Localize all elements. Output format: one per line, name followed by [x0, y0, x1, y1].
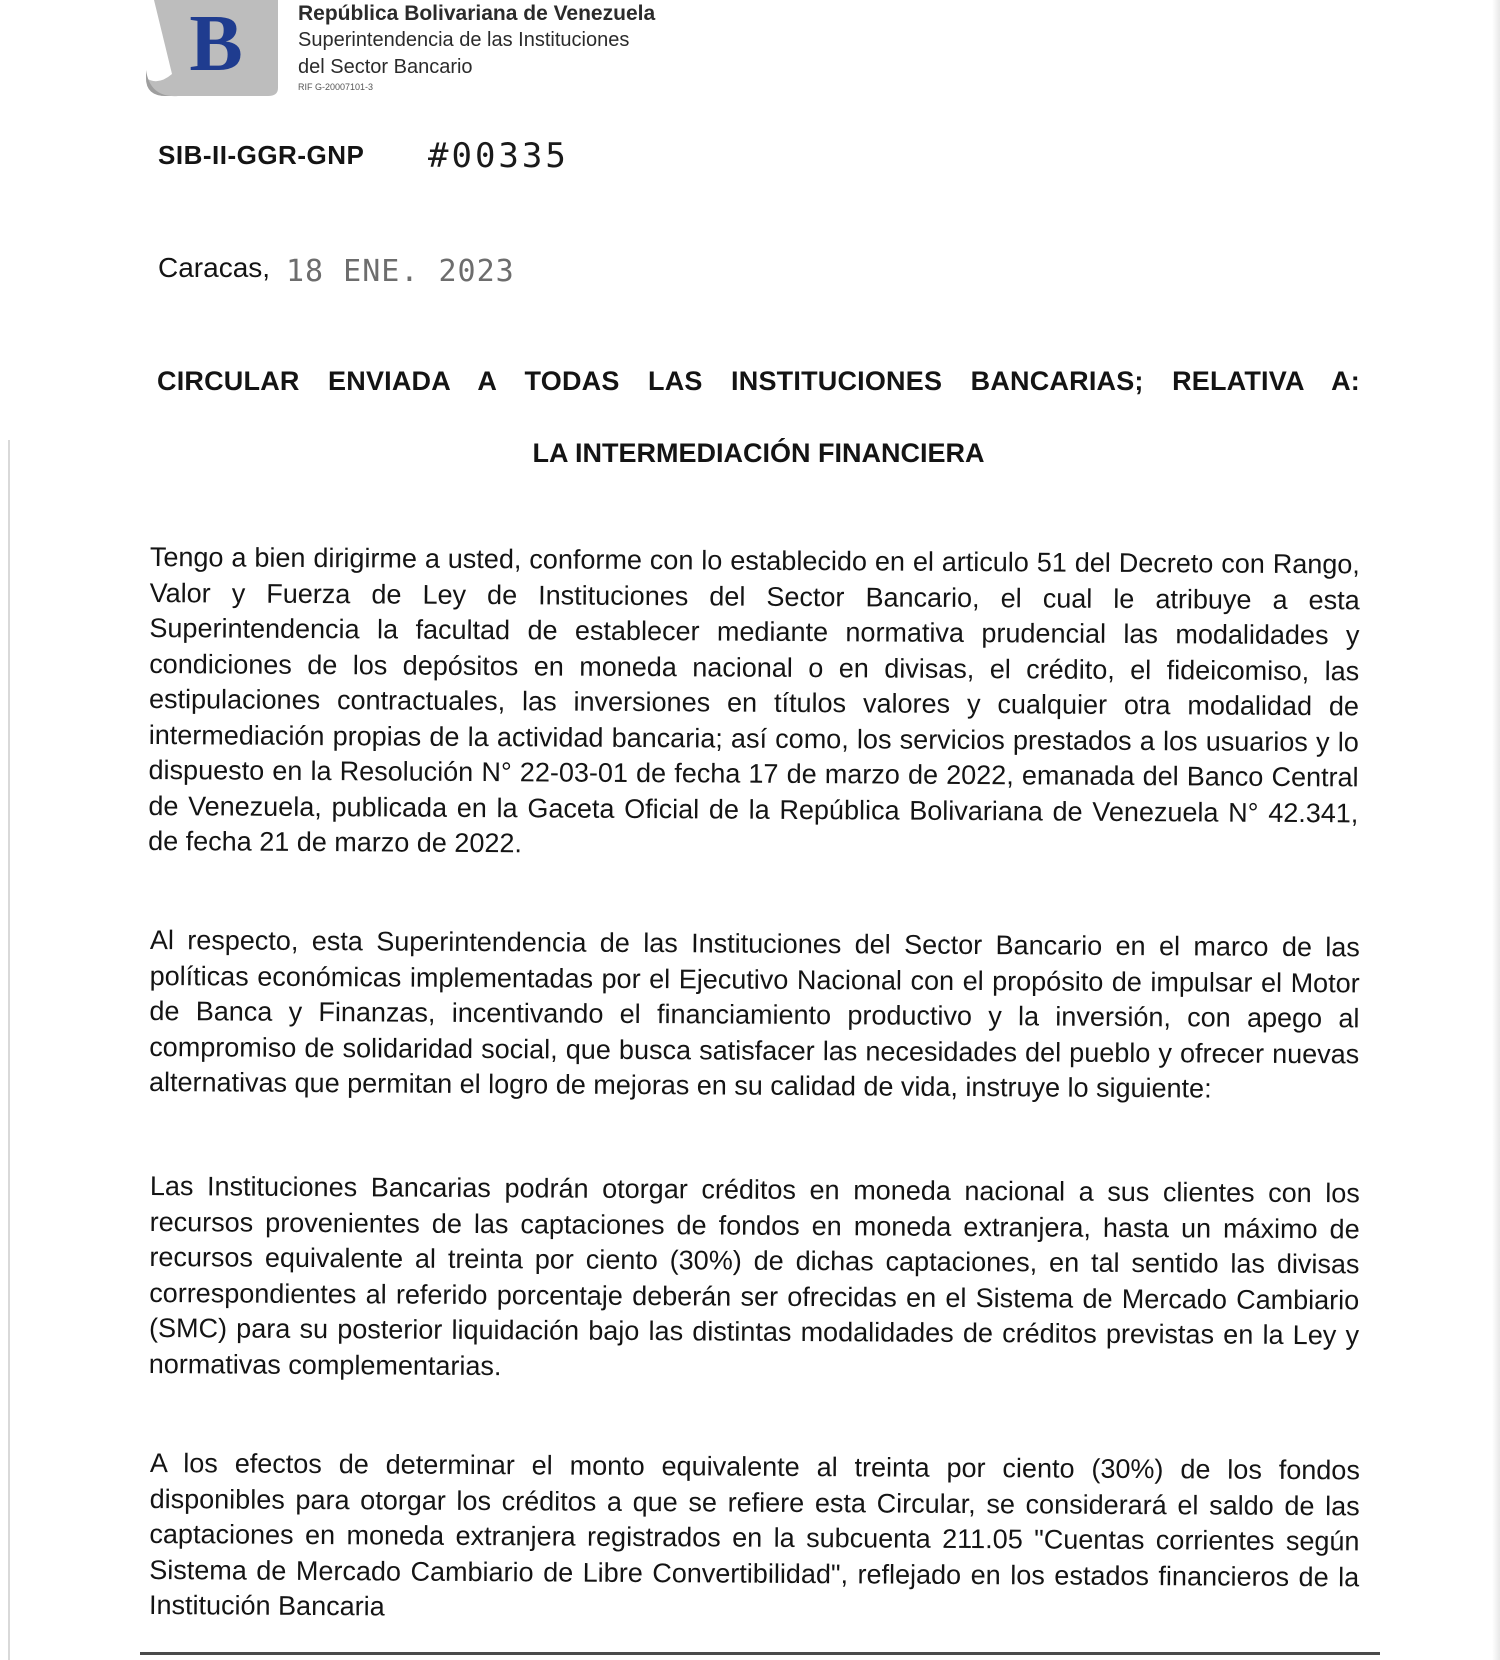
circular-title: CIRCULAR ENVIADA A TODAS LAS INSTITUCIONES BANCARIAS; RELATIVA A: — [157, 366, 1360, 396]
place-label: Caracas, — [158, 252, 271, 283]
reference-code: SIB-II-GGR-GNP — [158, 140, 365, 170]
reference-number: #00335 — [428, 136, 569, 176]
page-edge-line — [8, 440, 10, 1660]
date-stamp: 18 ENE. 2023 — [286, 254, 515, 289]
org-line-country: República Bolivariana de Venezuela — [298, 2, 656, 25]
org-line-sector: del Sector Bancario — [298, 56, 473, 78]
body-paragraph-1: Tengo a bien dirigirme a usted, conforme con lo establecido en el articulo 51 del Decreto con Rango, Valor y Fuerza de Ley de Instituciones del Sector Bancario, el cual le atribuye a esta Superintendencia la facultad de establecer mediante normativa prudencial las modalidades y condiciones de los depósitos en moneda nacional o en divisas, el crédito, el fideicomiso, las estipulaciones contractuales, las inversiones en títulos valores y cualquier otra modalidad de intermediación propias de la actividad bancaria; así como, los servicios prestados a los usuarios y lo dispuesto en la Resolución N° 22-03-01 de fecha 17 de marzo de 2022, emanada del Banco Central de Venezuela, publicada en la Gaceta Oficial de la República Bolivariana de Venezuela N° 42.341, de fecha 21 de marzo de 2022. — [148, 541, 1360, 859]
page-edge-shadow — [1492, 0, 1500, 1660]
org-rif: RIF G-20007101-3 — [298, 82, 374, 92]
logo-letter: B — [189, 0, 243, 88]
body-paragraph-3: Las Instituciones Bancarias podrán otorgar créditos en moneda nacional a sus clientes con los recursos provenientes de las captaciones de fondos en moneda extranjera, hasta un máximo de recursos equivalente al treinta por ciento (30%) de dichas captaciones, en tal sentido las divisas correspondientes al referido porcentaje deberán ser ofrecidas en el Sistema de Mercado Cambiario (SMC) para su posterior liquidación bajo las distintas modalidades de créditos previstas en la Ley y normativas complementarias. — [148, 1171, 1360, 1381]
sudeban-logo — [146, 0, 288, 100]
page-bottom-rule — [140, 1652, 1380, 1655]
org-line-superintendencia: Superintendencia de las Instituciones — [298, 29, 630, 51]
org-name — [298, 0, 655, 93]
body-paragraph-2: Al respecto, esta Superintendencia de las Instituciones del Sector Bancario en el marco de las políticas económicas implementadas por el Ejecutivo Nacional con el propósito de impulsar el Motor de Banca y Finanzas, incentivando el financiamiento productivo y la inversión, con apego al compromiso de solidaridad social, que busca satisfacer las necesidades del pueblo y ofrecer nuevas alternativas que permitan el logro de mejoras en su calidad de vida, instruye lo siguiente: — [148, 924, 1360, 1104]
circular-subject: LA INTERMEDIACIÓN FINANCIERA — [532, 438, 985, 468]
body-paragraph-4: A los efectos de determinar el monto equivalente al treinta por ciento (30%) de los fondos disponibles para otorgar los créditos a que se refiere esta Circular, se considerará el saldo de las captaciones en moneda extranjera registrados en la subcuenta 211.05 "Cuentas corrientes según Sistema de Mercado Cambiario de Libre Convertibilidad", reflejado en los estados financieros de la Institución Bancaria — [148, 1448, 1360, 1622]
